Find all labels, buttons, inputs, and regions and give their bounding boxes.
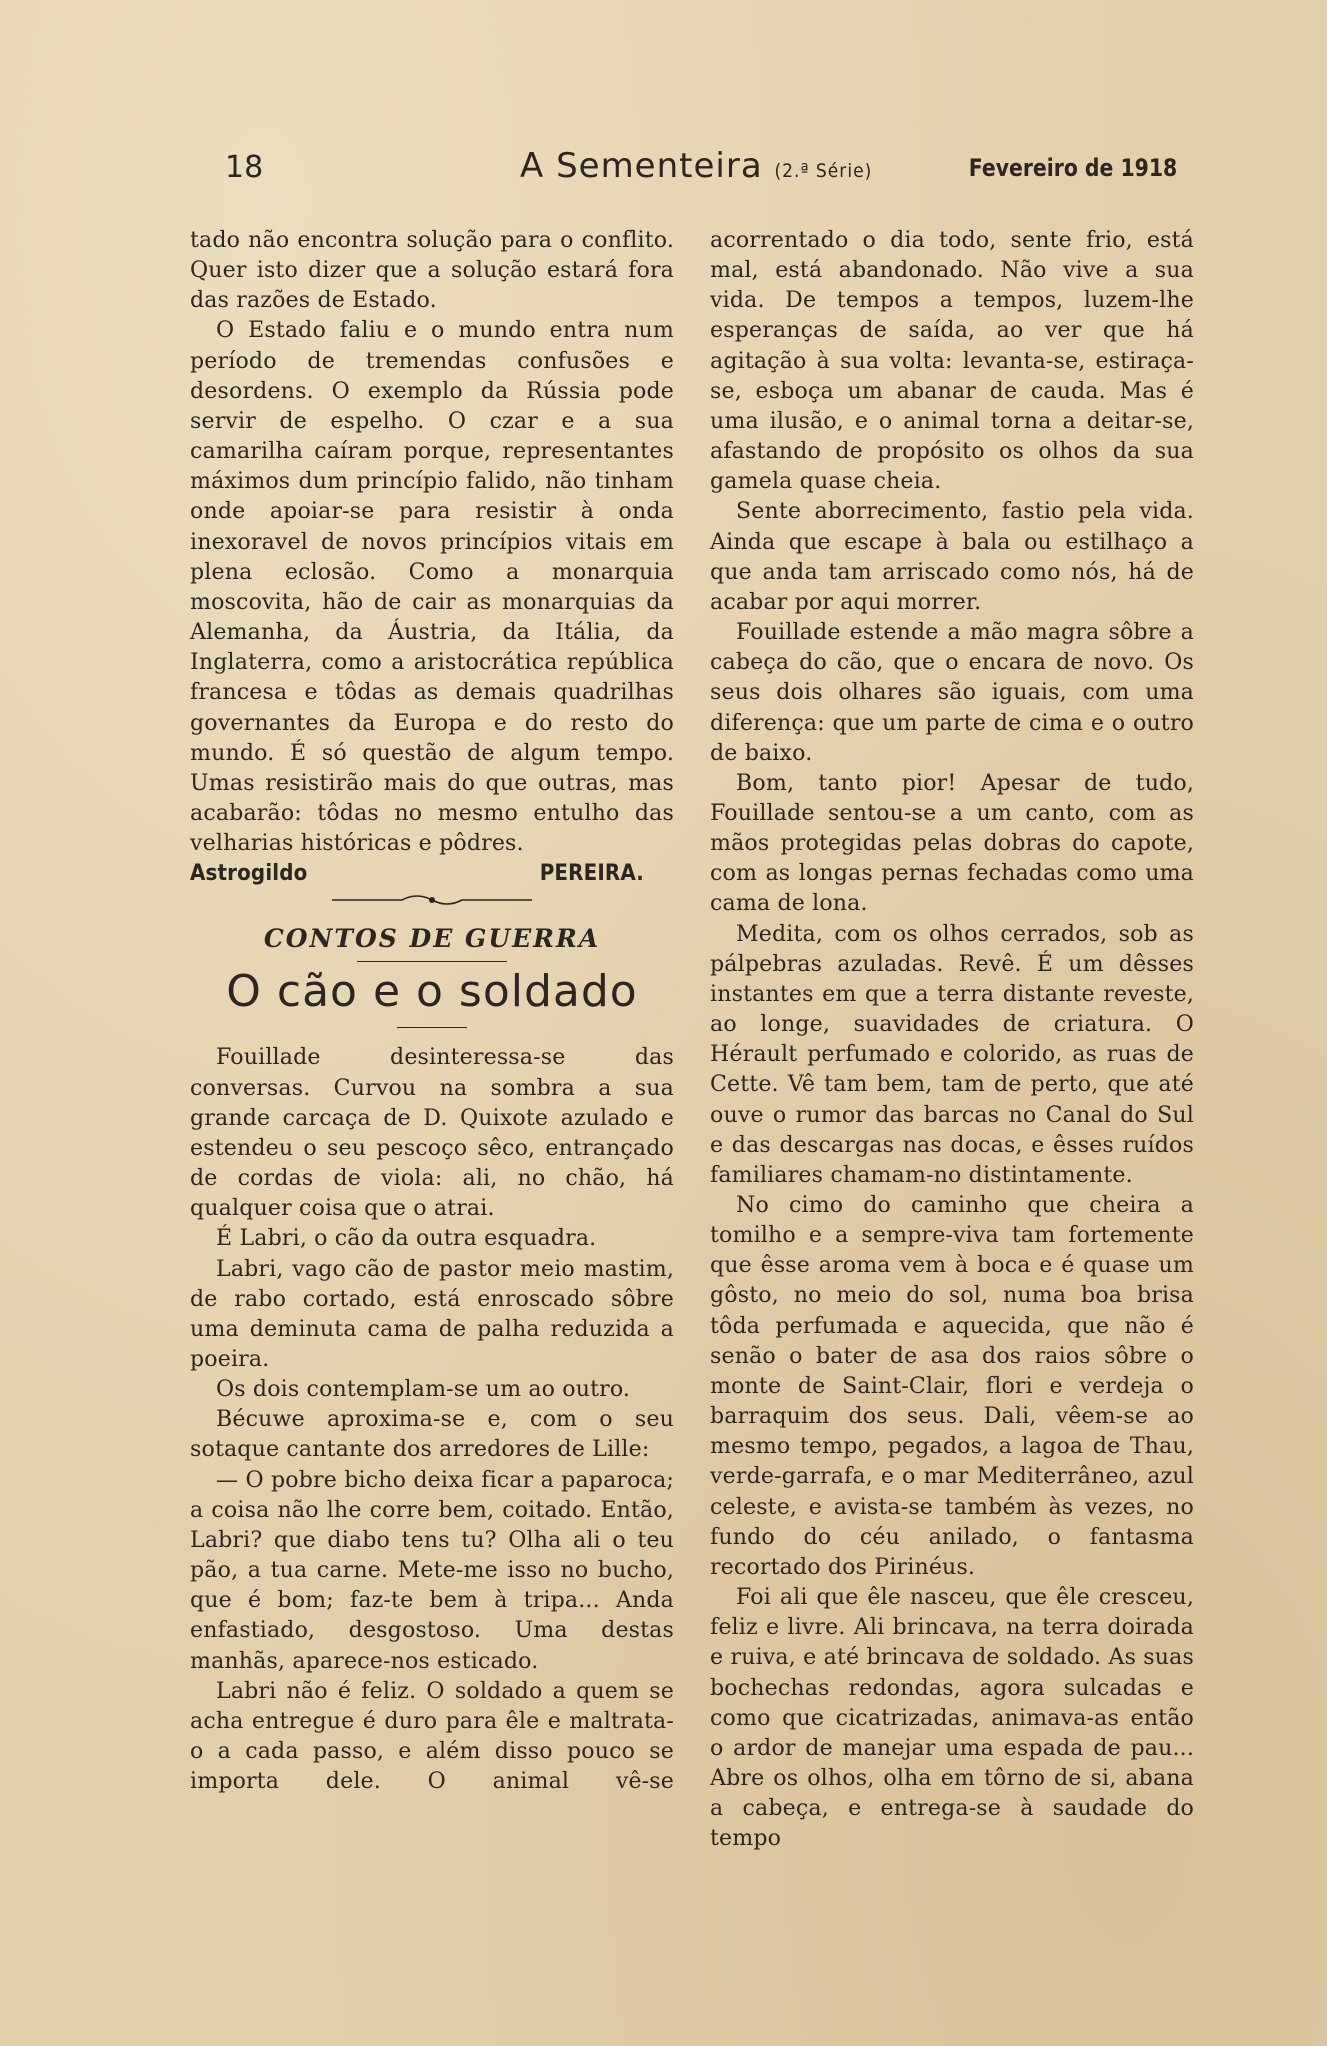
journal-title: A Sementeira — [520, 146, 763, 186]
journal-title-line — [520, 146, 872, 186]
section-heading: CONTOS DE GUERRA — [263, 924, 601, 954]
paragraph: O Estado faliu e o mundo entra num período de tremendas confusões e desordens. O exemplo da Rússia pode servir de espelho. O czar e a sua camarilha caíram porque, representantes máximos dum princípio falido, não tinham onde apoiar-se para resistir à onda inexoravel de novos princípios vitais em plena eclosão. Como a monarquia moscovita, hão de cair as monarquias da Alemanha, da Áustria, da Itália, da Inglaterra, como a aristocrática república francesa e tôdas as demais quadrilhas governantes da Europa e do resto do mundo. É só questão de algum tempo. Umas resistirão mais do que outras, mas acabarão: tôdas no mesmo entulho das velharias históricas e pôdres. — [190, 317, 674, 857]
paragraph: Labri, vago cão de pastor meio mastim, de rabo cortado, está enroscado sôbre uma deminuta cama de palha reduzida a poeira. — [190, 1255, 674, 1372]
title-rule — [397, 1027, 467, 1028]
page-number: 18 — [225, 150, 264, 185]
paragraph: acorrentado o dia todo, sente frio, está mal, está abandonado. Não vive a sua vida. De tempos a tempos, luzem-lhe esperanças de saída, ao ver que há agitação à sua volta: levanta-se, estiraça-se, esboça um abanar de cauda. Mas é uma ilusão, e o animal torna a deitar-se, afastando de propósito os olhos da sua gamela quase cheia. — [710, 227, 1194, 495]
left-column — [190, 225, 674, 1796]
paragraph: É Labri, o cão da outra esquadra. — [216, 1225, 597, 1252]
right-column — [710, 225, 1194, 1853]
ornament-divider — [190, 888, 674, 918]
paragraph: — O pobre bicho deixa ficar a paparoca; a coisa não lhe corre bem, coitado. Então, Labri? que diabo tens tu? Olha ali o teu pão, a tua carne. Mete-me isso no bucho, que é bom; faz-te bem à tripa... Anda enfastiado, desgostoso. Uma destas manhãs, aparece-nos esticado. — [190, 1466, 674, 1674]
issue-date: Fevereiro de 1918 — [968, 154, 1177, 182]
paragraph: Medita, com os olhos cerrados, sob as pálpebras azuladas. Revê. É um dêsses instantes em que a terra distante reveste, ao longe, suavidades de criatura. O Hérault perfumado e colorido, as ruas de Cette. Vê tam bem, tam de perto, que até ouve o rumor das barcas no Canal do Sul e das descargas nas docas, e êsses ruídos familiares chamam-no distintamente. — [710, 920, 1194, 1188]
heading-rule — [357, 961, 507, 962]
paragraph: Fouillade estende a mão magra sôbre a cabeça do cão, que o encara de novo. Os seus dois olhares são iguais, com uma diferença: que um parte de cima e o outro de baixo. — [710, 619, 1194, 766]
paragraph: Bécuwe aproxima-se e, com o seu sotaque cantante dos arredores de Lille: — [190, 1406, 674, 1463]
paragraph: Bom, tanto pior! Apesar de tudo, Fouillade sentou-se a um canto, com as mãos protegidas pelas dobras do capote, com as longas pernas fechadas como uma cama de lona. — [710, 769, 1194, 917]
paragraph: Os dois contemplam-se um ao outro. — [216, 1376, 631, 1403]
paragraph: Sente aborrecimento, fastio pela vida. Ainda que escape à bala ou estilhaço a que anda tam arriscado como nós, há de acabar por aqui morrer. — [710, 498, 1194, 615]
author-signature: Astrogildo PEREIRA. — [190, 860, 644, 887]
paragraph: Labri não é feliz. O soldado a quem se acha entregue é duro para êle e maltrata-o a cada passo, e além disso pouco se importa dele. O animal vê-se — [190, 1677, 674, 1795]
ornament-swirl-icon — [322, 888, 542, 908]
story-title: O cão e o soldado — [226, 966, 638, 1018]
series-label: (2.ª Série) — [774, 160, 873, 182]
paragraph: tado não encontra solução para o conflito. Quer isto dizer que a solução estará fora das razões de Estado. — [190, 227, 674, 314]
paragraph: Foi ali que êle nasceu, que êle cresceu, feliz e livre. Ali brincava, na terra doirada e ruiva, e até brincava de soldado. As suas bochechas redondas, agora sulcadas e como que cicatrizadas, animava-as então o ardor de manejar uma espada de pau... Abre os olhos, olha em tôrno de si, abana a cabeça, e entrega-se à saudade do tempo — [710, 1584, 1194, 1852]
paragraph: No cimo do caminho que cheira a tomilho e a sempre-viva tam fortemente que êsse aroma vem à boca e é quase um gôsto, no meio do sol, numa boa brisa tôda perfumada e aquecida, que não é senão o bater de asa dos raios sôbre o monte de Saint-Clair, flori e verdeja o barraquim dos seus. Dali, vêem-se ao mesmo tempo, pegados, a lagoa de Thau, verde-garrafa, e o mar Mediterrâneo, azul celeste, e avista-se também às vezes, no fundo do céu anilado, o fantasma recortado dos Pirinéus. — [710, 1192, 1194, 1580]
library-stamp-mark — [0, 40, 360, 120]
paragraph: Fouillade desinteressa-se das conversas. Curvou na sombra a sua grande carcaça de D. Quixote azulado e estendeu o seu pescoço sêco, entrançado de cordas de viola: ali, no chão, há qualquer coisa que o atrai. — [190, 1044, 674, 1222]
page-header — [190, 146, 1177, 190]
